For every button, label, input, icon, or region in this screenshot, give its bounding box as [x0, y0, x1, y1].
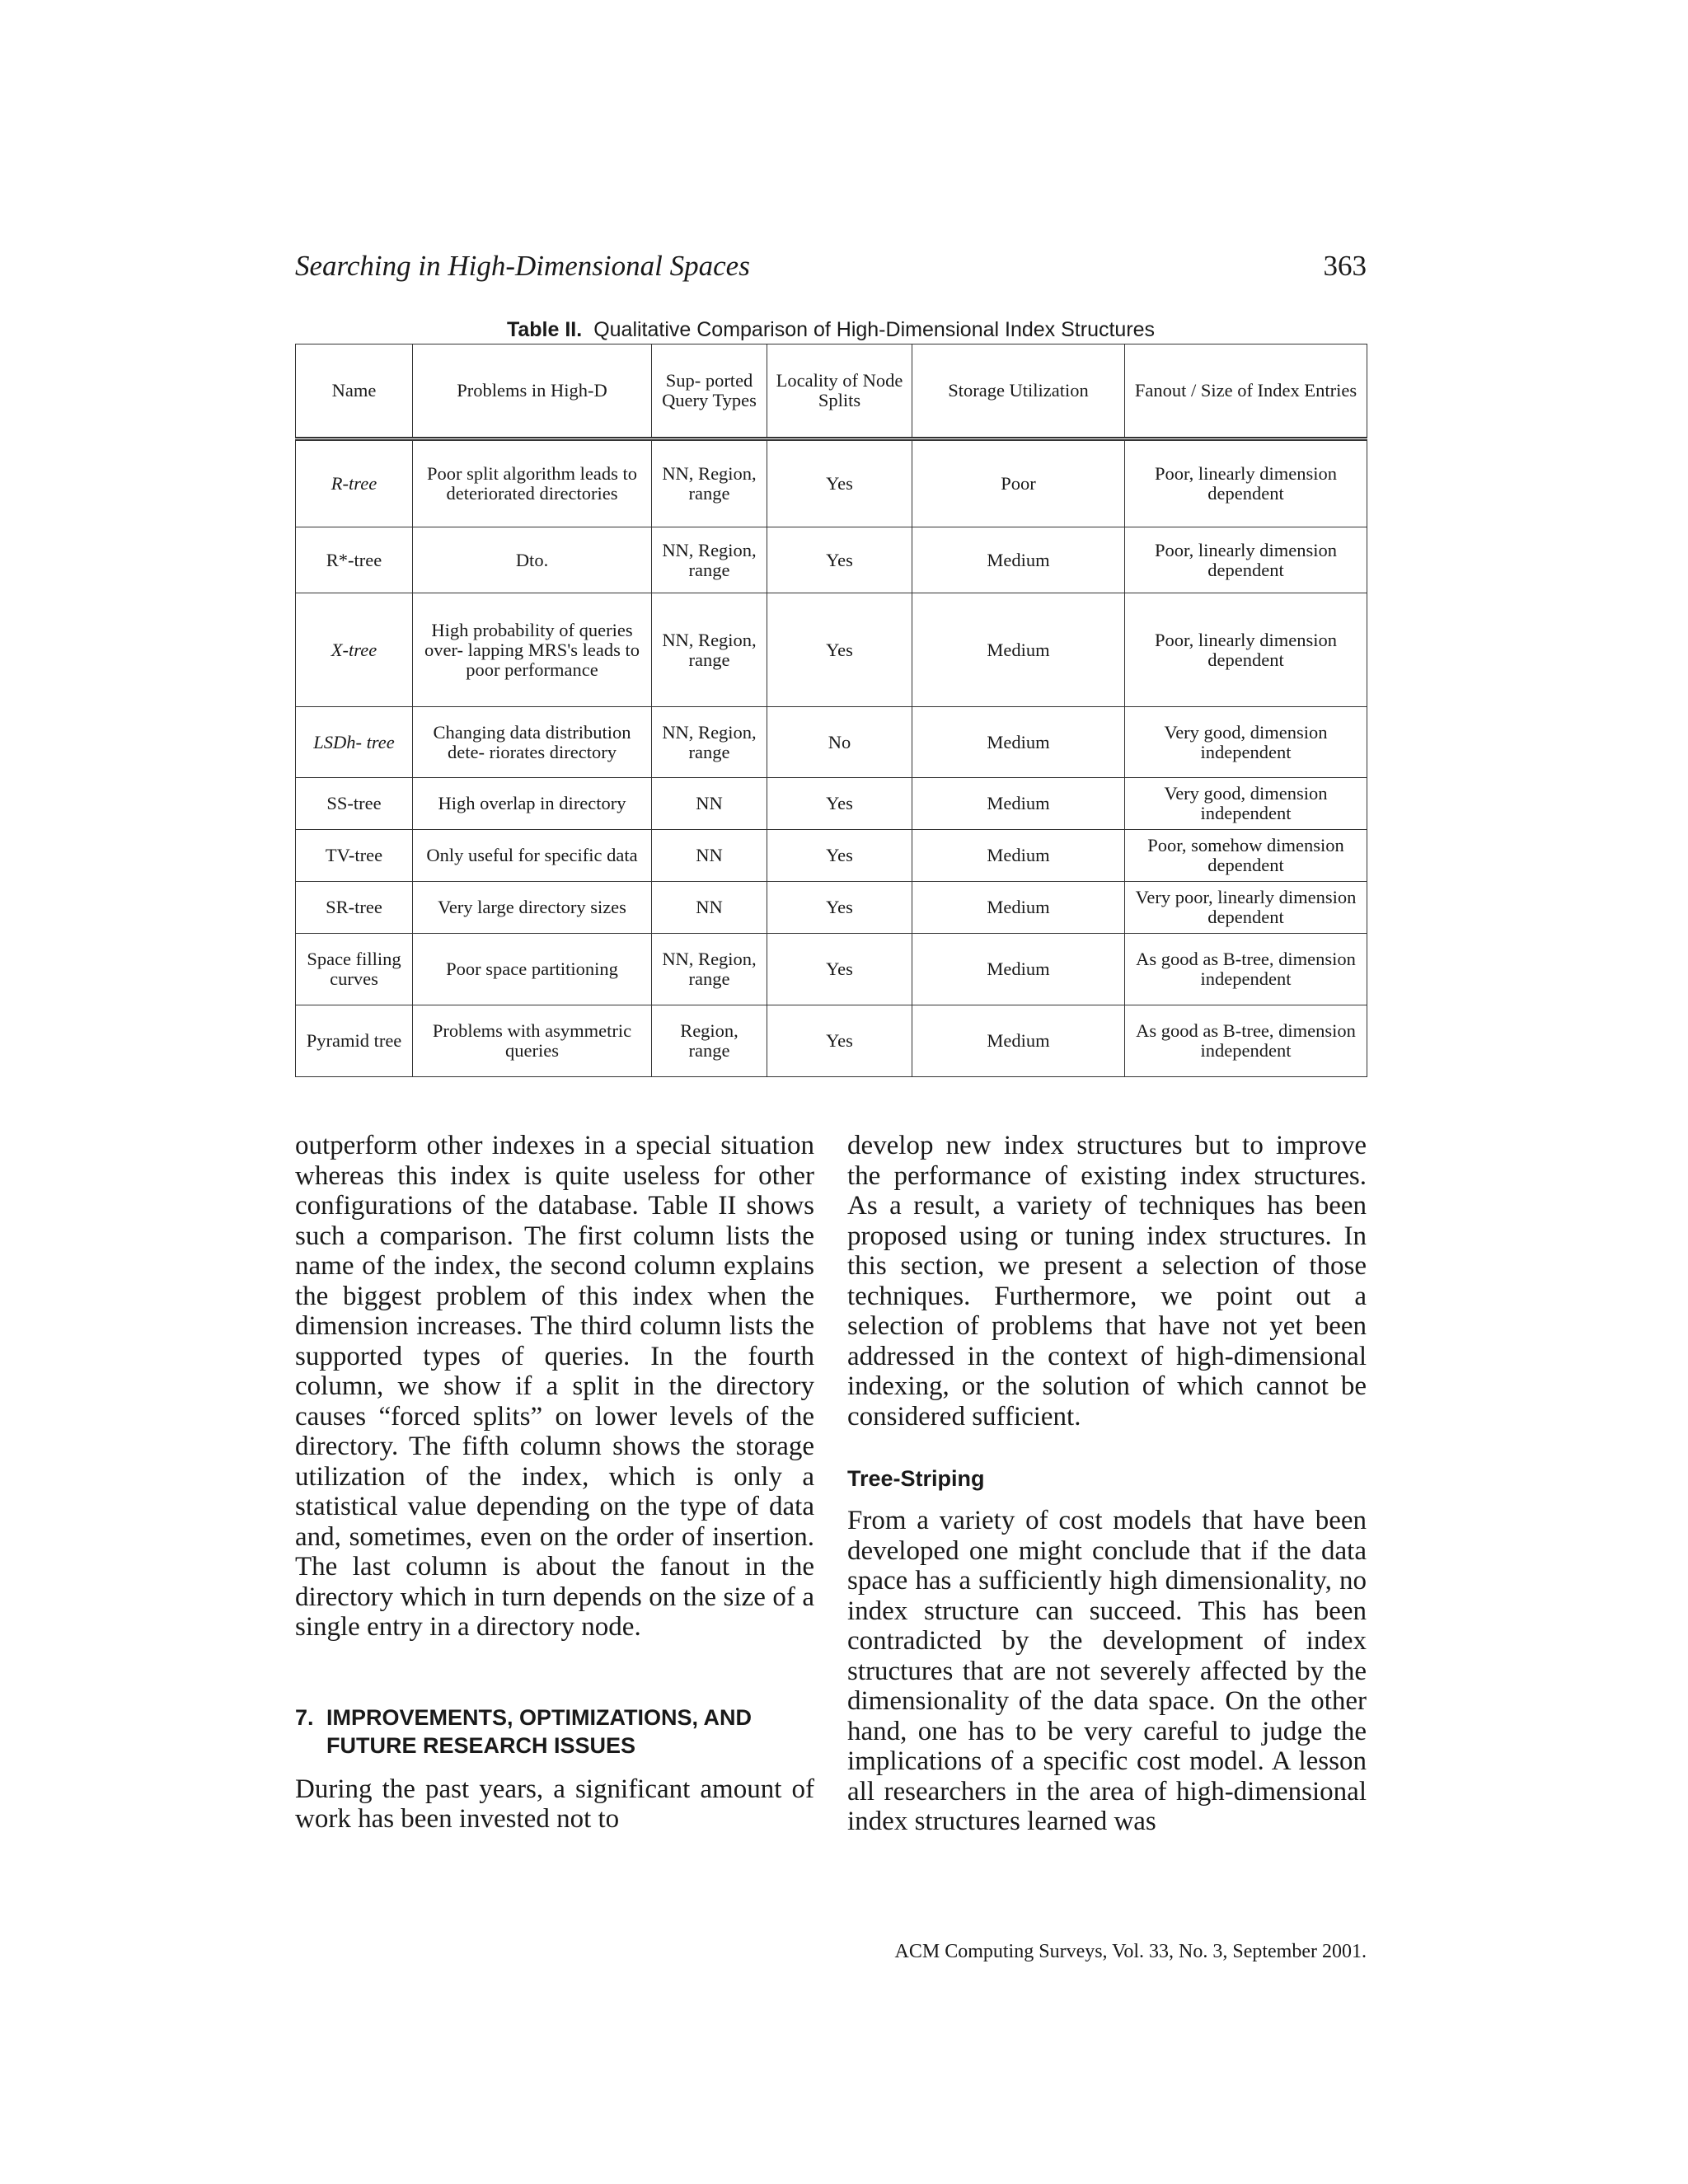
body-paragraph: During the past years, a significant amount of work has been invested not to [295, 1774, 814, 1834]
table-row [296, 707, 1367, 778]
storage-cell: Medium [912, 1005, 1125, 1077]
storage-cell: Poor [912, 439, 1125, 527]
locality-cell: Yes [767, 593, 912, 707]
locality-cell: Yes [767, 882, 912, 934]
column-header: Fanout / Size of Index Entries [1125, 344, 1367, 439]
storage-cell: Medium [912, 934, 1125, 1005]
fanout-cell: Poor, linearly dimension dependent [1125, 593, 1367, 707]
table-label: Table II. [506, 318, 583, 341]
section-title-line1: IMPROVEMENTS, OPTIMIZATIONS, AND [326, 1704, 753, 1730]
body-paragraph: outperform other indexes in a special situation whereas this index is quite useless for other configurations of the database. Table II shows such a comparison. The first column lists the name of the index, the second column explains the biggest problem of this index when the dimension increases. The third column lists the supported types of queries. In the fourth column, we show if a split in the directory causes “forced splits” on lower levels of the directory. The fifth column shows the storage utilization of the index, which is only a statistical value depending on the type of data and, sometimes, even on the order of insertion. The last column is about the fanout in the directory which in turn depends on the size of a single entry in a directory node. [295, 1131, 814, 1642]
right-column [847, 1131, 1367, 1837]
table-row [296, 934, 1367, 1005]
locality-cell: Yes [767, 527, 912, 593]
query-types-cell: Region, range [652, 1005, 767, 1077]
table-row [296, 1005, 1367, 1077]
index-name: R-tree [296, 439, 413, 527]
table-caption-text: Qualitative Comparison of High-Dimensional Index Structures [593, 318, 1156, 341]
locality-cell: Yes [767, 830, 912, 882]
locality-cell: Yes [767, 778, 912, 830]
query-types-cell: NN, Region, range [652, 593, 767, 707]
table-row [296, 593, 1367, 707]
storage-cell: Medium [912, 778, 1125, 830]
problems-cell: Dto. [413, 527, 652, 593]
locality-cell: Yes [767, 1005, 912, 1077]
problems-cell: Very large directory sizes [413, 882, 652, 934]
fanout-cell: Poor, somehow dimension dependent [1125, 830, 1367, 882]
index-name: SR-tree [296, 882, 413, 934]
index-name: SS-tree [296, 778, 413, 830]
left-column [295, 1131, 814, 1835]
column-header: Storage Utilization [912, 344, 1125, 439]
index-name: Pyramid tree [296, 1005, 413, 1077]
column-header: Name [296, 344, 413, 439]
problems-cell: Only useful for specific data [413, 830, 652, 882]
footer-citation: ACM Computing Surveys, Vol. 33, No. 3, September 2001. [894, 1941, 1367, 1962]
running-head [295, 246, 1367, 287]
problems-cell: Changing data distribution dete- riorates directory [413, 707, 652, 778]
column-header: Sup- ported Query Types [652, 344, 767, 439]
problems-cell: High probability of queries over- lapping MRS's leads to poor performance [413, 593, 652, 707]
problems-cell: High overlap in directory [413, 778, 652, 830]
storage-cell: Medium [912, 527, 1125, 593]
section-heading [295, 1704, 814, 1760]
column-header: Locality of Node Splits [767, 344, 912, 439]
fanout-cell: As good as B-tree, dimension independent [1125, 1005, 1367, 1077]
fanout-cell: Poor, linearly dimension dependent [1125, 527, 1367, 593]
problems-cell: Poor split algorithm leads to deteriorated directories [413, 439, 652, 527]
query-types-cell: NN [652, 882, 767, 934]
fanout-cell: Very good, dimension independent [1125, 778, 1367, 830]
storage-cell: Medium [912, 830, 1125, 882]
problems-cell: Poor space partitioning [413, 934, 652, 1005]
table-row [296, 527, 1367, 593]
index-name: R*-tree [296, 527, 413, 593]
fanout-cell: Very poor, linearly dimension dependent [1125, 882, 1367, 934]
query-types-cell: NN [652, 778, 767, 830]
locality-cell: Yes [767, 934, 912, 1005]
index-name: Space filling curves [296, 934, 413, 1005]
table-row [296, 830, 1367, 882]
fanout-cell: Poor, linearly dimension dependent [1125, 439, 1367, 527]
section-title-line2: FUTURE RESEARCH ISSUES [326, 1732, 636, 1758]
running-title: Searching in High-Dimensional Spaces [295, 250, 750, 282]
page-number: 363 [1323, 250, 1367, 282]
locality-cell: Yes [767, 439, 912, 527]
table-row [296, 778, 1367, 830]
body-paragraph: From a variety of cost models that have been developed one might conclude that if the data space has a sufficiently high dimensionality, no index structure can succeed. This has been contradicted by the development of index structures that are not severely affected by the dimensionality of the data space. On the other hand, one has to be very careful to judge the implications of a specific cost model. A lesson all researchers in the area of high-dimensional index structures learned was [847, 1506, 1367, 1836]
storage-cell: Medium [912, 593, 1125, 707]
query-types-cell: NN [652, 830, 767, 882]
comparison-table [295, 344, 1367, 1077]
fanout-cell: As good as B-tree, dimension independent [1125, 934, 1367, 1005]
body-paragraph: develop new index structures but to improve the performance of existing index structures. As a result, a variety of techniques has been proposed using or tuning index structures. In this section, we present a selection of those techniques. Furthermore, we point out a selection of problems that have not yet been addressed in the context of high-dimensional indexing, or the solution of which cannot be considered sufficient. [847, 1131, 1367, 1432]
problems-cell: Problems with asymmetric queries [413, 1005, 652, 1077]
fanout-cell: Very good, dimension independent [1125, 707, 1367, 778]
index-name: TV-tree [296, 830, 413, 882]
table-caption [295, 316, 1367, 343]
locality-cell: No [767, 707, 912, 778]
index-name: LSDh- tree [296, 707, 413, 778]
table-row [296, 882, 1367, 934]
query-types-cell: NN, Region, range [652, 934, 767, 1005]
query-types-cell: NN, Region, range [652, 439, 767, 527]
section-number: 7. [295, 1704, 314, 1730]
storage-cell: Medium [912, 707, 1125, 778]
table-row [296, 439, 1367, 527]
index-name: X-tree [296, 593, 413, 707]
storage-cell: Medium [912, 882, 1125, 934]
query-types-cell: NN, Region, range [652, 527, 767, 593]
table-header-row [296, 344, 1367, 439]
query-types-cell: NN, Region, range [652, 707, 767, 778]
subsection-heading: Tree-Striping [847, 1466, 985, 1491]
column-header: Problems in High-D [413, 344, 652, 439]
